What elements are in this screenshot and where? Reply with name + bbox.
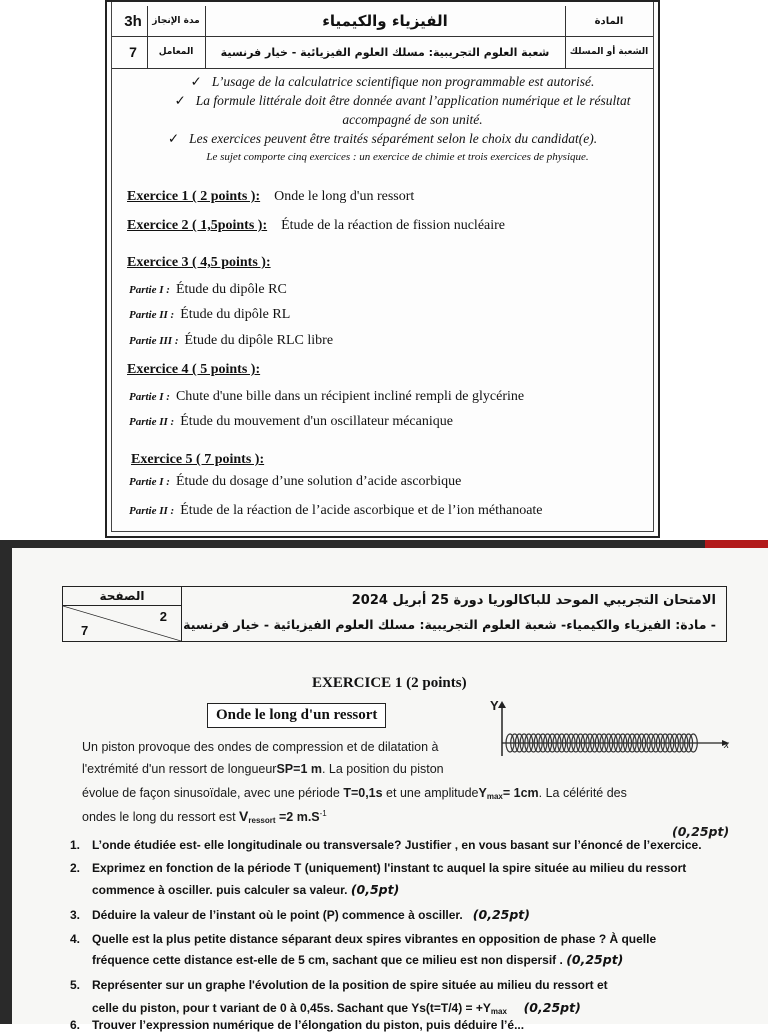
figure-y-label: Y	[490, 698, 499, 713]
exercise-5-line	[131, 452, 264, 468]
question-2-cont: commence à osciller. puis calculer sa valeur. (0,5pt)	[92, 882, 400, 897]
checkmark-icon: ✓	[167, 131, 180, 146]
page-counter-box	[63, 587, 182, 641]
intro-line-3: évolue de façon sinusoïdale, avec une période T=0,1s et une amplitudeY$_{max}$= 1cm. La célérité des	[82, 786, 627, 801]
exercise-3-head: Exercice 3 ( 4,5 points ):	[127, 255, 271, 270]
coef-label: المعامل	[147, 36, 206, 68]
exercise-1-title: Onde le long d'un ressort	[274, 189, 415, 204]
question-4-cont: fréquence cette distance est-elle de 5 cm, sachant que ce milieu est non dispersif . (0,25pt)	[92, 952, 624, 967]
q1-points: (0,25pt)	[672, 824, 730, 839]
exercise-4-head: Exercice 4 ( 5 points ):	[127, 362, 261, 377]
subject-value: الفيزياء والكيمياء	[205, 6, 566, 36]
exercise-2-line	[127, 218, 505, 234]
page-number: 2	[159, 609, 167, 624]
page-label: الصفحة	[99, 589, 145, 603]
rule-exercises: Les exercices peuvent être traités séparément selon le choix du candidat(e).	[189, 131, 598, 146]
exam-page-2	[12, 548, 768, 1032]
exercise-1-line	[127, 189, 414, 205]
question-5: 5. Représenter sur un graphe l'évolution de la position de spire située au milieu du ressort et	[70, 978, 608, 992]
spring-figure	[482, 698, 732, 758]
ex4-part-2: Partie II : Étude du mouvement d'un oscillateur mécanique	[129, 414, 453, 429]
exercise-3-line	[127, 255, 271, 271]
checkmark-icon: ✓	[190, 74, 202, 89]
ex5-part-2: Partie II : Étude de la réaction de l’acide ascorbique et de l’ion méthanoate	[129, 503, 543, 518]
page-2-title: الامتحان التجريبي الموحد للباكالوريا دورة 25 أبريل 2024	[351, 593, 716, 608]
rule-formula-cont: accompagné de son unité.	[342, 112, 483, 127]
exercise-1-head: Exercice 1 ( 2 points ):	[127, 189, 261, 204]
subject-label: المادة	[594, 15, 624, 27]
checkmark-icon: ✓	[174, 93, 186, 108]
track-value: شعبة العلوم التجريبية: مسلك العلوم الفيزيائية - خيار فرنسية	[205, 36, 566, 68]
question-3: 3. Déduire la valeur de l’instant où le point (P) commence à osciller. (0,25pt)	[70, 907, 530, 922]
page-2-header	[62, 586, 727, 642]
ex3-part-3: Partie III : Étude du dipôle RLC libre	[129, 333, 334, 348]
question-1: 1. L’onde étudiée est- elle longitudinale ou transversale? Justifier , en vous basant sur l’énoncé de l’exercice.	[70, 838, 702, 852]
ex3-part-2: Partie II : Étude du dipôle RL	[129, 307, 291, 322]
exercise-5-head: Exercice 5 ( 7 points ):	[131, 452, 265, 467]
ex5-part-1: Partie I : Étude du dosage d’une solution d’acide ascorbique	[129, 474, 462, 489]
intro-line-4: ondes le long du ressort est $V_{ressort} =2$ $m.S^{-1}$	[82, 808, 327, 825]
ex3-part-1: Partie I : Étude du dipôle RC	[129, 282, 287, 297]
exercise-1-heading: EXERCICE 1 (2 points)	[312, 675, 467, 691]
duration-label: مدة الإنجاز	[147, 6, 206, 36]
coef-value: 7	[119, 36, 148, 68]
exam-cover-page	[105, 0, 660, 538]
rule-calculator: L’usage de la calculatrice scientifique non programmable est autorisé.	[211, 74, 595, 89]
question-2: 2. Exprimez en fonction de la période T (uniquement) l'instant tc auquel la spire située au milieu du ressort	[70, 861, 687, 875]
exercise-4-line	[127, 362, 260, 378]
question-4: 4. Quelle est la plus petite distance séparant deux spires vibrantes en opposition de phase ? À quelle	[70, 932, 657, 946]
track-label: الشعبة أو المسلك	[569, 47, 649, 57]
exercise-2-head: Exercice 2 ( 1,5points ):	[127, 218, 268, 233]
duration-value: 3h	[119, 6, 148, 36]
page-total: 7	[81, 623, 89, 638]
ex4-part-1: Partie I : Chute d'une bille dans un récipient incliné rempli de glycérine	[129, 389, 525, 404]
header-row-track	[111, 36, 654, 69]
exercise-2-title: Étude de la réaction de fission nucléaire	[281, 218, 506, 233]
header-row-subject	[111, 6, 654, 37]
exercise-1-boxed-title: Onde le long d'un ressort	[207, 703, 386, 728]
question-5-cont: celle du piston, pour t variant de 0 à 0,45s. Sachant que $Ys(t=T/4) = +Y_{max}$ (0,25pt)	[92, 1000, 581, 1016]
rule-formula: La formule littérale doit être donnée avant l’application numérique et le résultat	[195, 93, 631, 108]
page-2-subtitle: - مادة: الفيزياء والكيمياء- شعبة العلوم التجريبية: مسلك العلوم الفيزيائية - خيار فرنسية	[183, 617, 716, 632]
intro-line-2: l'extrémité d'un ressort de longueurSP=1 m. La position du piston	[82, 762, 444, 776]
exam-rules	[107, 72, 658, 167]
intro-line-1: Un piston provoque des ondes de compression et de dilatation à	[82, 740, 439, 754]
subject-note: Le sujet comporte cinq exercices : un exercice de chimie et trois exercices de physique.	[206, 151, 589, 163]
figure-x-label: x	[724, 740, 729, 751]
question-6: 6. Trouver l’expression numérique de l’élongation du piston, puis déduire l’é...	[70, 1018, 525, 1032]
